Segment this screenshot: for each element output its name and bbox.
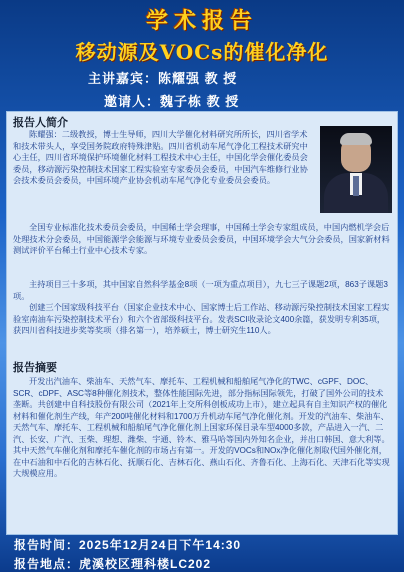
bio-heading: 报告人简介 [13,117,68,129]
bio-paragraph-2: 全国专业标准化技术委员会委员，中国稀土学会理事，中国稀土学会专家组成员，中国内燃机学会后处理技术分会委员，中国能源学会能源与环境专业委员会委员，中国环境学会大气分会委员，国家新材料测试评价平台稀土行业中心技术专家。 [13,223,390,255]
bio-paragraph-1: 陈耀强：二级教授，博士生导师，四川大学催化材料研究所所长，四川省学术和技术带头人，享受国务院政府特殊津贴。四川省机动车尾气净化工程技术研究中心主任，四川省环境保护环境催化材料工程技术中心主任，中国化学会催化委员会委员，移动源污染控制技术国家工程实验室专家委员会委员，中国汽车维修行业协会技术委员会委员，中国环境产业协会机动车尾气净化专业委员会委员。 [13,130,308,185]
content-panel [6,111,398,535]
inviter-line: 邀请人：魏子栋 教 授 [104,94,240,109]
report-location: 报告地点：虎溪校区理科楼LC202 [14,557,212,571]
report-time: 报告时间：2025年12月24日下午14:30 [14,538,242,552]
poster-subtitle: 移动源及VOCs的催化净化 [75,40,329,64]
abstract-paragraph: 开发出汽油车、柴油车、天然气车、摩托车、工程机械和船舶尾气净化的TWC、cGPF、DOC、SCR、cDPF、ASC等8种催化剂技术，整体性能国际先进，部分指标国际领先，打破了国外公司的技术垄断。共创建中自科技股份有限公司（2021年上交所科创板成功上市），建立起具有自主知识产权的催化材料和催化剂生产线，年产200吨催化材料和1700万升机动车尾气净化催化剂。开发的汽油车、柴油车、天然气车、摩托车、工程机械和船舶尾气净化催化剂上国家环保目录车型4000多款，产品进入一汽、二汽、长安、广汽、玉柴、理想、潍柴、宇通、铃木、雅马哈等国内外知名企业，并出口韩国、意大利等。其中天然气车催化剂和摩托车催化剂的市场占有第一。开发的VOCs和NOx净化催化剂取代国外催化剂，在中石油和中石化的吉林石化、抚顺石化、吉林石化、燕山石化、齐鲁石化、上海石化、天津石化等实现大规模应用。 [13,377,390,478]
bio-paragraph-4: 创建三个国家级科技平台（国家企业技术中心、国家博士后工作站、移动源污染控制技术国家工程实验室南油车污染控制技术平台）和六个省部级科技平台。发表SCI收录论文400余篇，获发明专利35项，获四川省科技进步奖等奖项（排名第一），培养硕士，博士研究生110人。 [13,303,390,335]
abstract-heading: 报告摘要 [13,362,57,374]
speaker-line: 主讲嘉宾：陈耀强 教 授 [88,71,238,86]
poster-title: 学术报告 [145,8,258,34]
bio-paragraph-3: 主持项目三十多项，其中国家自然科学基金8项（一项为重点项目），九七三子课题2项，863子课题3项。 [13,280,388,301]
speaker-photo [320,126,392,213]
